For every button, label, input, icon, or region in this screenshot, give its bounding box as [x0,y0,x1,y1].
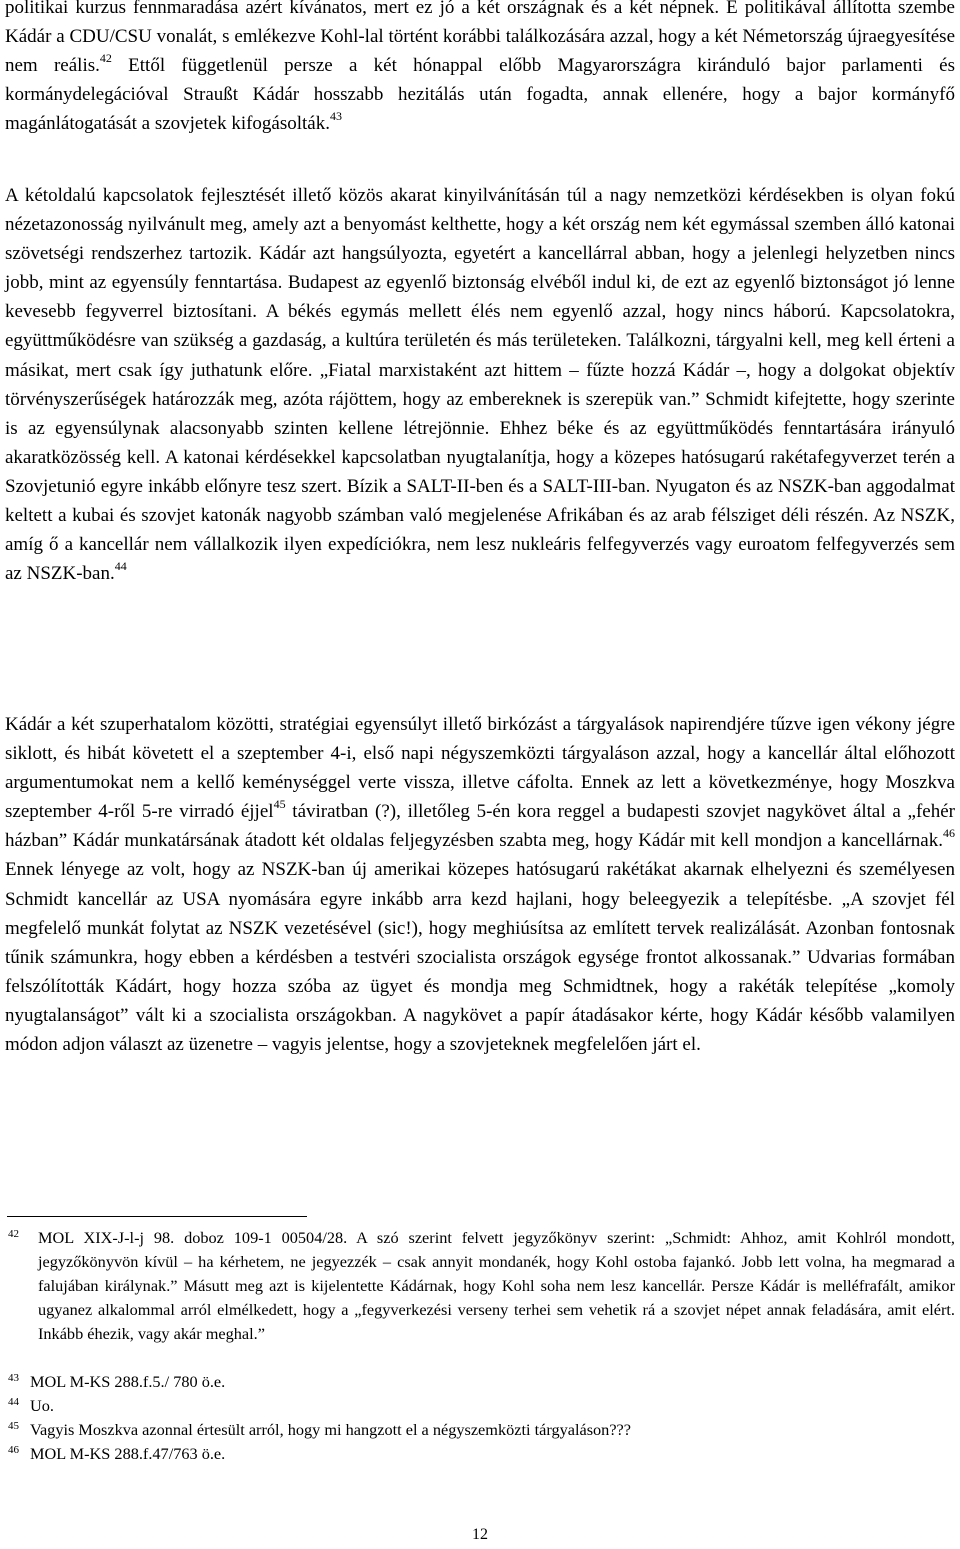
footnote-43: 43 MOL M-KS 288.f.5./ 780 ö.e. [8,1372,226,1391]
footnote-44: 44 Uo. [8,1396,54,1415]
footnote-42: 42 MOL XIX-J-l-j 98. doboz 109-1 00504/28. A szó szerint felvett jegyzőkönyv szerint: „Schmidt: Ahhoz, amit Kohlról mondott, jegyzőkönyvön kívül ‒ ha kérhetem, ne jegyezzék ‒ csak annyit mondanék, hogy Kohl ostoba fajankó. Jobb lett volna, ha megmarad a falujában királynak.” Másutt meg azt is kijelentette Kádárnak, hogy Kohl soha nem lesz kancellár. Persze Kádár is melléfrafált, amikor ugyanez alkalommal arról elmélkedett, hogy a „fegyverkezési verseny terhei sem vehetik rá a szovjet népet annak feladására, amit elért. Inkább éhezik, vagy akár meghal.” [8,1226,955,1346]
paragraph-2-text-a: A kétoldalú kapcsolatok fejlesztését illető közös akarat kinyilvánításán túl a nagy nemzetközi kérdésekben is olyan fokú nézetazonosság nyilvánult meg, amely azt a benyomást kelthette, hogy a két ország nem két egymással szemben álló katonai szövetségi rendszerhez tartozik. Kádár azt hangsúlyozta, egyetért a kancellárral abban, hogy a jelenlegi helyzetben nincs jobb, mint az egyensúly fenntartása. Budapest az egyenlő biztonság elvéből indul ki, de ezt az egyenlő biztonságot jó lenne kevesebb fegyverrel biztosítani. A békés egymás mellett élés nem egyenlő azzal, hogy nincs háború. Kapcsolatokra, együttműködésre van szükség a gazdaság, a kultúra területén és más területeken. Találkozni, tárgyalni kell, meg kell érteni a másikat, mert csak így juthatunk előre. „Fiatal marxistaként azt hittem ‒ fűzte hozzá Kádár ‒, hogy a dolgokat objektív törvényszerűségek határozzák meg, azóta rájöttem, hogy az embereknek is szerepük van.” Schmidt kifejtette, hogy szerinte is az egyensúlynak alacsonyabb szinten kellene létrejönnie. Ehhez béke és az együttműködés fenntartására irányuló akaratközösség kell. A katonai kérdésekkel kapcsolatban nyugtalanítja, hogy a közepes hatósugarú rakétafegyverzet terén a Szovjetunió egyre inkább előnyre tesz szert. Bízik a SALT-II-ben és a SALT-III-ban. Nyugaton és az NSZK-ban aggodalmat keltett a kubai és szovjet katonák nagyobb számban való megjelenése Afrikában és az arab félsziget déli részén. Az NSZK, amíg ő a kancellár nem vállalkozik ilyen expedíciókra, nem lesz nukleáris felfegyverzés vagy euroatom felfegyverzés sem az NSZK-ban. [5,185,955,585]
footnote-text: MOL M-KS 288.f.47/763 ö.e. [30,1444,226,1463]
footnote-separator [7,1216,307,1217]
footnote-45: 45 Vagyis Moszkva azonnal értesült arról, hogy mi hangzott el a négyszemközti tárgyaláson??? [8,1420,632,1439]
footnote-text: Vagyis Moszkva azonnal értesült arról, hogy mi hangzott el a négyszemközti tárgyaláson??? [30,1420,632,1439]
paragraph-3-text-b: táviratban (?), illetőleg 5-én kora reggel a budapesti szovjet nagykövet által a „fehér házban” Kádár munkatársának átadott két oldalas feljegyzésben szabta meg, hogy Kádár mit kell mondjon a kancellárnak. [5,801,956,852]
footnote-ref-45[interactable]: 45 [273,797,286,812]
paragraph-1-text-b: Ettől függetlenül persze a két hónappal előbb Magyarországra kiránduló bajor parlamenti és kormánydelegációval Straußt Kádár hosszabb hezitálás után fogadta, annak ellenére, hogy a bajor kormányfő magánlátogatását a szovjetek kifogásolták. [5,55,956,135]
page-number: 12 [472,1526,488,1543]
paragraph-1-text-a: politikai kurzus fennmaradása azért kívánatos, mert ez jó a két országnak és a két népnek. E politikával állította szembe Kádár a CDU/CSU vonalát, s emlékezve Kohl-lal történt korábbi találkozására azzal, hogy a két Németország újraegyesítése nem reális. [5,0,955,77]
paragraph-3 [5,710,955,1059]
footnote-ref-46[interactable]: 46 [943,826,955,841]
paragraph-3-text-a: Kádár a két szuperhatalom közötti, stratégiai egyensúlyt illető birkózást a tárgyalások napirendjére tűzve igen vékony jégre siklott, és hibát követett el a szeptember 4-i, első napi négyszemközti tárgyaláson azzal, hogy a kancellár által előhozott argumentumokat nem a kellő keménységgel verte vissza, illetve cáfolta. Ennek az lett a következménye, hogy Moszkva szeptember 4-ről 5-re virradó éjjel [5,714,955,823]
paragraph-3-text-c: Ennek lényege az volt, hogy az NSZK-ban új amerikai közepes hatósugarú rakétákat akarnak elhelyezni és személyesen Schmidt kancellár az USA nyomására egyre inkább arra kezd hajlani, hogy beleegyezik a telepítésbe. „A szovjet fél megfelelő munkát folytat az NSZK vezetésével (sic!), hogy meghiúsítsa az említett tervek realizálását. Azonban fontosnak tűnik számunkra, hogy ebben a kérdésben a testvéri szocialista országok egysége frontot alkossanak.” Udvarias formában felszólították Kádárt, hogy hozza szóba az ügyet és mondja meg Schmidtnek, hogy a rakéták telepítése „komoly nyugtalanságot” vált ki a szocialista országokban. A nagykövet a papír átadásakor kérte, hogy Kádár később valamilyen módon adjon választ az üzenetre ‒ vagyis jelentse, hogy a szovjeteknek megfelelően járt el. [5,859,955,1056]
footnote-text: MOL XIX-J-l-j 98. doboz 109-1 00504/28. A szó szerint felvett jegyzőkönyv szerint: „Schmidt: Ahhoz, amit Kohlról mondott, jegyzőkönyvön kívül ‒ ha kérhetem, ne jegyezzék ‒ csak annyit mondanék, hogy Kohl ostoba fajankó. Jobb lett volna, ha megmarad a falujában királynak.” Másutt meg azt is kijelentette Kádárnak, hogy Kohl soha nem lesz kancellár. Persze Kádár is melléfrafált, amikor ugyanez alkalommal arról elmélkedett, hogy a „fegyverkezési verseny terhei sem vehetik rá a szovjet népet annak feladására, amit elért. Inkább éhezik, vagy akár meghal.” [38,1228,955,1344]
footnote-text: Uo. [30,1396,54,1415]
footnote-ref-44[interactable]: 44 [114,559,127,574]
footnote-ref-42[interactable]: 42 [99,51,112,66]
footnote-ref-43[interactable]: 43 [330,109,342,124]
footnote-46: 46 MOL M-KS 288.f.47/763 ö.e. [8,1444,226,1463]
paragraph-2 [5,181,955,588]
paragraph-1 [5,0,955,138]
footnote-text: MOL M-KS 288.f.5./ 780 ö.e. [30,1372,226,1391]
